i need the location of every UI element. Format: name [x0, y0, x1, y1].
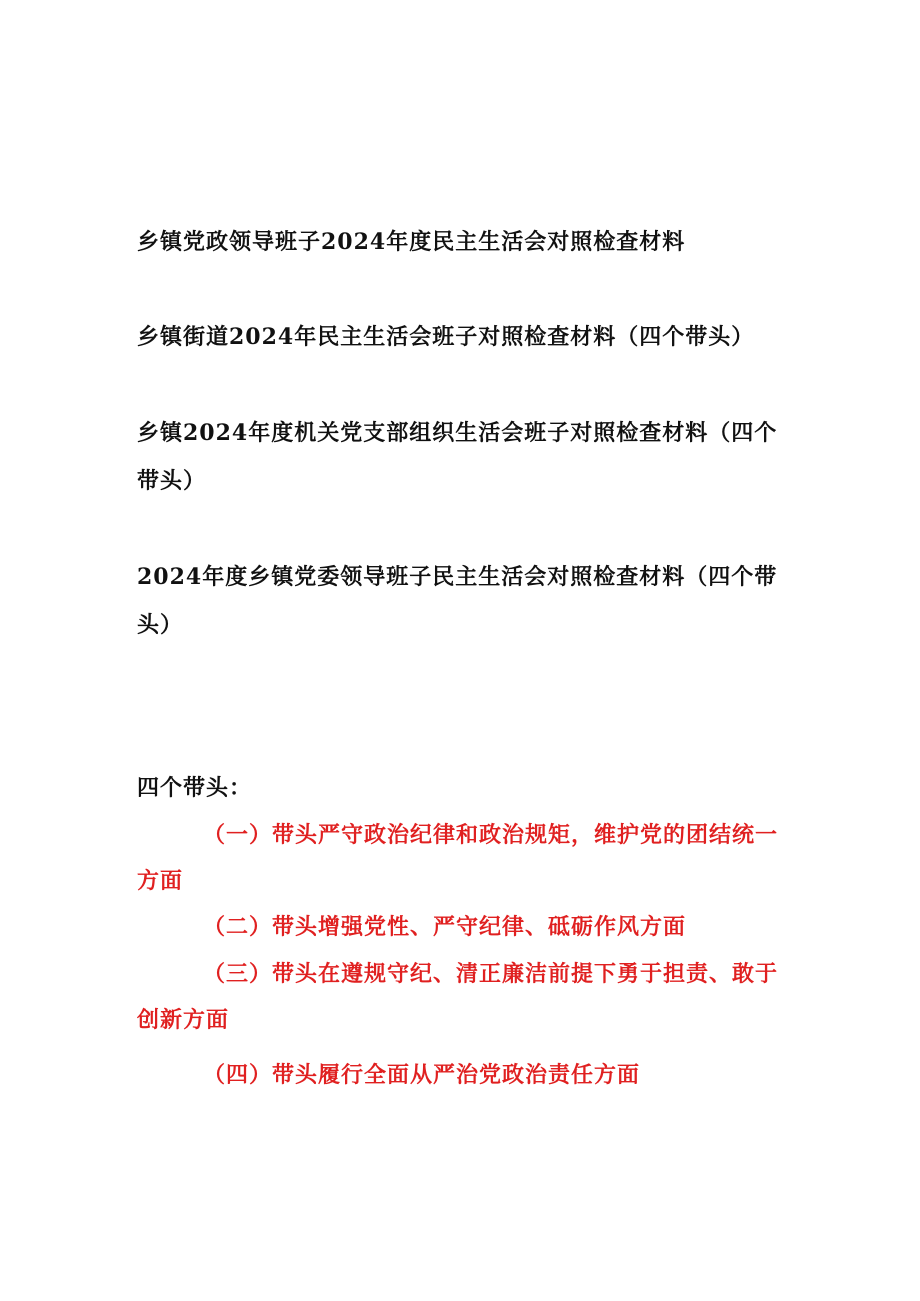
document-title-1: 乡镇党政领导班子2024年度民主生活会对照检查材料 — [137, 229, 686, 255]
document-title-2: 乡镇街道2024年民主生活会班子对照检查材料（四个带头） — [137, 324, 755, 350]
list-item-2: （二）带头增强党性、严守纪律、砥砺作风方面 — [203, 914, 687, 940]
document-title-3: 乡镇2024年度机关党支部组织生活会班子对照检查材料（四个带头） — [137, 420, 778, 494]
section-heading: 四个带头： — [137, 775, 253, 801]
list-item-4: （四）带头履行全面从严治党政治责任方面 — [203, 1062, 641, 1088]
document-title-4: 2024年度乡镇党委领导班子民主生活会对照检查材料（四个带头） — [137, 564, 778, 638]
list-item-3: （三）带头在遵规守纪、清正廉洁前提下勇于担责、敢于创新方面 — [137, 961, 779, 1033]
list-item-1: （一）带头严守政治纪律和政治规矩，维护党的团结统一方面 — [137, 822, 779, 894]
